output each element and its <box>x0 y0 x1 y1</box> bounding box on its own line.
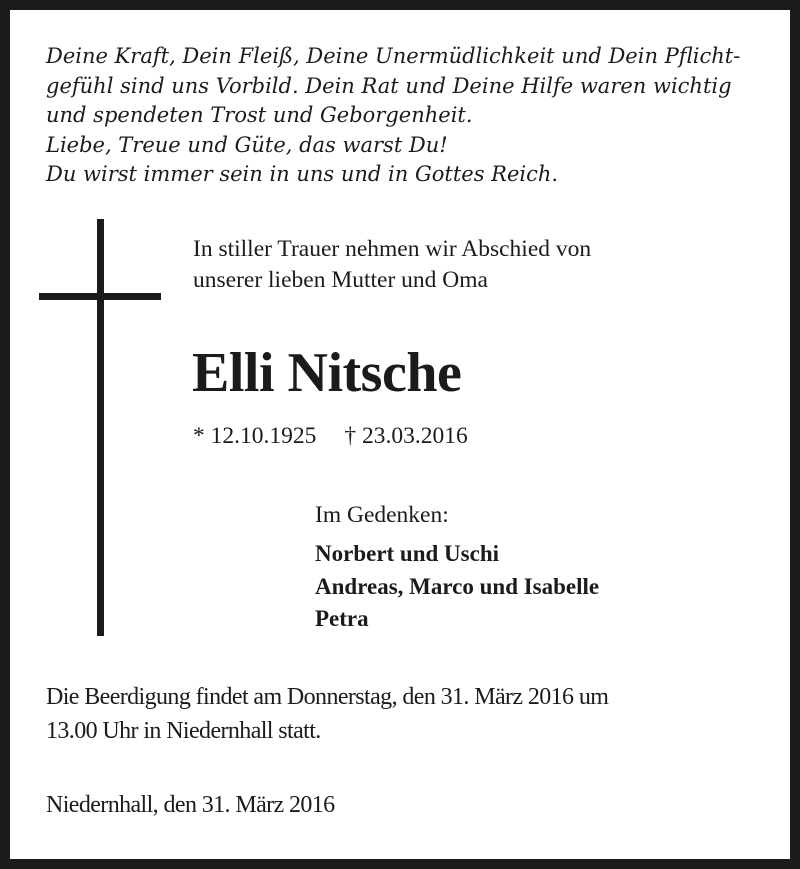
obituary-card <box>10 10 790 859</box>
intro-text <box>193 234 591 296</box>
birth-date: * 12.10.1925 <box>193 423 317 449</box>
memory-label: Im Gedenken: <box>315 502 449 528</box>
poem-line: Deine Kraft, Dein Fleiß, Deine Unermüdlichkeit und Dein Pflicht- <box>46 44 741 68</box>
poem-line: und spendeten Trost und Geborgenheit. <box>46 103 473 127</box>
cross-horizontal-bar <box>39 293 161 300</box>
death-date: † 23.03.2016 <box>344 423 468 449</box>
mourner-item: Petra <box>315 606 369 631</box>
cross-vertical-bar <box>97 219 104 636</box>
funeral-notice <box>46 681 608 748</box>
intro-line: unserer lieben Mutter und Oma <box>193 267 488 293</box>
funeral-line: 13.00 Uhr in Niedernhall statt. <box>46 717 321 744</box>
poem-line: gefühl sind uns Vorbild. Dein Rat und Deine Hilfe waren wichtig <box>46 73 732 98</box>
deceased-name: Elli Nitsche <box>192 342 462 404</box>
life-dates <box>193 421 468 451</box>
poem-line: Liebe, Treue und Güte, das warst Du! <box>46 132 448 157</box>
intro-line: In stiller Trauer nehmen wir Abschied von <box>193 236 592 262</box>
funeral-line: Die Beerdigung findet am Donnerstag, den 31. März 2016 um <box>46 684 609 710</box>
place-and-date: Niedernhall, den 31. März 2016 <box>46 792 335 818</box>
mourner-item: Andreas, Marco und Isabelle <box>315 573 600 599</box>
mourner-item: Norbert und Uschi <box>315 541 500 566</box>
poem-verse <box>46 42 740 190</box>
poem-line: Du wirst immer sein in uns und in Gottes Reich. <box>46 162 559 186</box>
mourners-list <box>315 538 599 636</box>
